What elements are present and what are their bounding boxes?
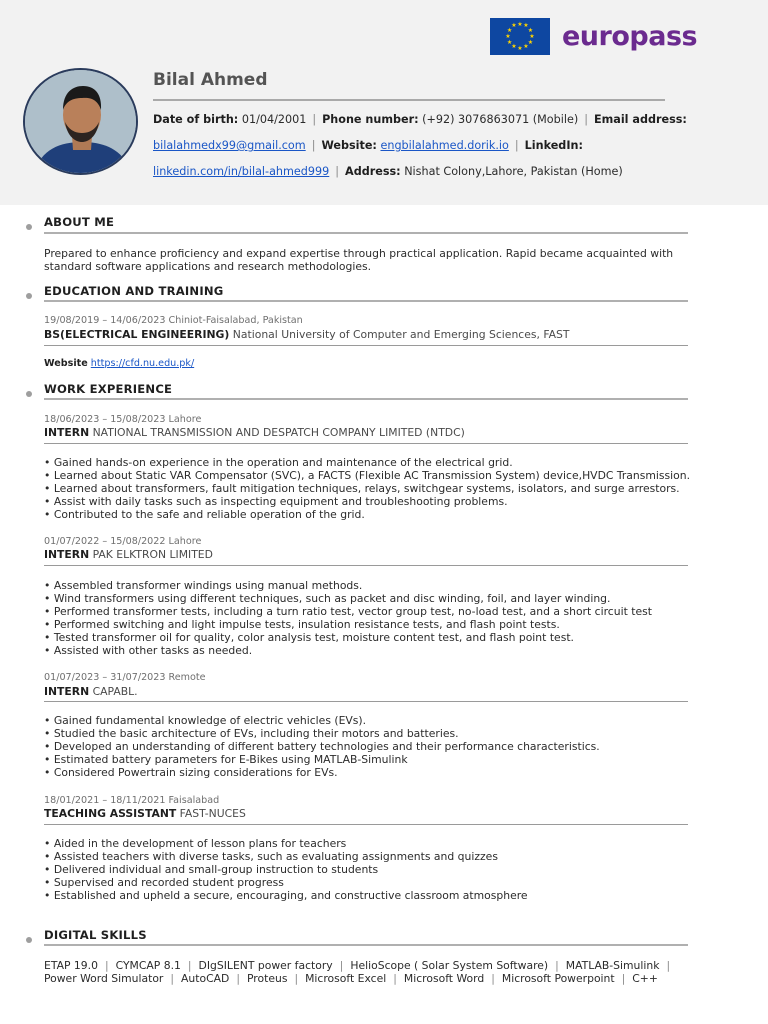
list-item: • Performed switching and light impulse tests, insulation resistance tests, and flash point tests. (44, 618, 652, 631)
eu-star-icon: ★ (517, 44, 523, 52)
list-item: • Tested transformer oil for quality, color analysis test, moisture content test, and flash point test. (44, 631, 652, 644)
education-title: EDUCATION AND TRAINING (44, 284, 224, 298)
eu-star-icon: ★ (529, 32, 535, 40)
job-org: PAK ELKTRON LIMITED (92, 548, 213, 561)
email-label: Email address: (593, 113, 687, 126)
dob-label: Date of birth: (153, 113, 239, 126)
job-divider (44, 701, 688, 702)
website-label: Website: (321, 139, 377, 152)
about-text: Prepared to enhance proficiency and expand expertise through practical application. Rapid became acquainted with standard software applications and research methodologies. (44, 247, 674, 273)
list-item: • Supervised and recorded student progress (44, 876, 528, 889)
list-item: • Assembled transformer windings using manual methods. (44, 579, 652, 592)
skill-item: HelioScope ( Solar System Software) (350, 959, 549, 972)
linkedin-link[interactable]: linkedin.com/in/bilal-ahmed999 (153, 165, 330, 178)
education-degree (44, 328, 569, 341)
section-bullet-icon (26, 391, 32, 397)
section-bullet-icon (26, 224, 32, 230)
eu-star-icon: ★ (505, 32, 511, 40)
job-bullets (44, 714, 600, 779)
europass-logo (490, 18, 697, 55)
address-label: Address: (345, 165, 401, 178)
eu-star-icon: ★ (511, 22, 517, 30)
list-item: • Assisted with other tasks as needed. (44, 644, 652, 657)
skill-item: Microsoft Excel (305, 972, 387, 985)
skills-title: DIGITAL SKILLS (44, 928, 147, 942)
list-item: • Delivered individual and small-group instruction to students (44, 863, 528, 876)
job-role (44, 426, 465, 439)
avatar-illustration (25, 70, 138, 175)
profile-photo (23, 68, 138, 175)
job-org: NATIONAL TRANSMISSION AND DESPATCH COMPANY LIMITED (NTDC) (92, 426, 465, 439)
job-bullets (44, 579, 652, 658)
job-org: FAST-NUCES (179, 807, 246, 820)
education-website-label: Website (44, 358, 88, 369)
skills-line-1: ETAP 19.0 | CYMCAP 8.1 | DIgSILENT power factory | HelioScope ( Solar System Software) | MATLAB-Simulink | (44, 959, 671, 972)
skill-item: ETAP 19.0 (44, 959, 98, 972)
education-meta: 19/08/2019 – 14/06/2023 Chiniot-Faisalabad, Pakistan (44, 315, 303, 326)
eu-star-icon: ★ (523, 22, 529, 30)
job-divider (44, 824, 688, 825)
institution-name: National University of Computer and Emerging Sciences, FAST (232, 328, 570, 341)
skill-item: MATLAB-Simulink (565, 959, 660, 972)
section-bullet-icon (26, 937, 32, 943)
job-divider (44, 443, 688, 444)
job-bullets (44, 456, 690, 521)
eu-star-icon: ★ (523, 42, 529, 50)
candidate-name: Bilal Ahmed (153, 70, 268, 90)
list-item: • Wind transformers using different techniques, such as packet and disc winding, foil, and layer winding. (44, 592, 652, 605)
email-link[interactable]: bilalahmedx99@gmail.com (153, 139, 306, 152)
job-title: INTERN (44, 548, 90, 561)
list-item: • Developed an understanding of different battery technologies and their performance characteristics. (44, 740, 600, 753)
eu-flag-icon (490, 18, 550, 55)
education-website-link[interactable]: https://cfd.nu.edu.pk/ (90, 358, 195, 369)
job-meta: 01/07/2023 – 31/07/2023 Remote (44, 672, 206, 683)
europass-wordmark: europass (562, 21, 698, 52)
job-org: CAPABL. (92, 685, 138, 698)
job-title: TEACHING ASSISTANT (44, 807, 177, 820)
eu-star-icon: ★ (517, 20, 523, 28)
work-title: WORK EXPERIENCE (44, 382, 173, 396)
skills-line-2: Power Word Simulator | AutoCAD | Proteus | Microsoft Excel | Microsoft Word | Microsoft Powerpoint | C++ (44, 972, 658, 985)
skill-item: C++ (632, 972, 658, 985)
skill-item: Microsoft Powerpoint (501, 972, 615, 985)
contact-line-1: Date of birth: 01/04/2001 | Phone number: (+92) 3076863071 (Mobile) | Email address: (153, 113, 687, 126)
eu-star-icon: ★ (527, 38, 534, 46)
education-divider (44, 300, 688, 302)
contact-line-2: bilalahmedx99@gmail.com | Website: engbilalahmed.dorik.io | LinkedIn: (153, 139, 583, 152)
skill-item: CYMCAP 8.1 (115, 959, 181, 972)
education-subdivider (44, 345, 688, 346)
job-role (44, 807, 246, 820)
list-item: • Learned about Static VAR Compensator (SVC), a FACTS (Flexible AC Transmission System) device,HVDC Transmission. (44, 469, 690, 482)
list-item: • Estimated battery parameters for E-Bikes using MATLAB-Simulink (44, 753, 600, 766)
list-item: • Considered Powertrain sizing considerations for EVs. (44, 766, 600, 779)
job-role (44, 685, 138, 698)
list-item: • Performed transformer tests, including a turn ratio test, vector group test, no-load test, and a short circuit test (44, 605, 652, 618)
eu-star-icon: ★ (511, 42, 517, 50)
job-title: INTERN (44, 685, 90, 698)
phone-value: (+92) 3076863071 (Mobile) (422, 113, 579, 126)
address-value: Nishat Colony,Lahore, Pakistan (Home) (404, 165, 623, 178)
eu-star-icon: ★ (527, 26, 534, 34)
contact-line-3: linkedin.com/in/bilal-ahmed999 | Address: Nishat Colony,Lahore, Pakistan (Home) (153, 165, 623, 178)
list-item: • Learned about transformers, fault mitigation techniques, relays, switchgear systems, isolators, and surge arrestors. (44, 482, 690, 495)
dob-value: 01/04/2001 (241, 113, 307, 126)
job-role (44, 548, 213, 561)
phone-label: Phone number: (322, 113, 419, 126)
skills-divider (44, 944, 688, 946)
name-divider (153, 99, 665, 101)
list-item: • Established and upheld a secure, encouraging, and constructive classroom atmosphere (44, 889, 528, 902)
job-meta: 18/06/2023 – 15/08/2023 Lahore (44, 414, 202, 425)
about-divider (44, 232, 688, 234)
job-meta: 01/07/2022 – 15/08/2022 Lahore (44, 536, 202, 547)
website-link[interactable]: engbilalahmed.dorik.io (380, 139, 509, 152)
job-title: INTERN (44, 426, 90, 439)
skill-item: Power Word Simulator (44, 972, 164, 985)
list-item: • Assisted teachers with diverse tasks, such as evaluating assignments and quizzes (44, 850, 528, 863)
section-bullet-icon (26, 293, 32, 299)
skill-item: Microsoft Word (403, 972, 485, 985)
list-item: • Studied the basic architecture of EVs, including their motors and batteries. (44, 727, 600, 740)
about-title: ABOUT ME (44, 215, 115, 229)
degree-title: BS(ELECTRICAL ENGINEERING) (44, 328, 230, 341)
skill-item: DIgSILENT power factory (198, 959, 333, 972)
list-item: • Gained hands-on experience in the operation and maintenance of the electrical grid. (44, 456, 690, 469)
skill-item: AutoCAD (181, 972, 230, 985)
job-meta: 18/01/2021 – 18/11/2021 Faisalabad (44, 795, 220, 806)
job-divider (44, 565, 688, 566)
work-divider (44, 398, 688, 400)
linkedin-label: LinkedIn: (524, 139, 583, 152)
education-website (44, 358, 194, 369)
skill-item: Proteus (246, 972, 288, 985)
list-item: • Aided in the development of lesson plans for teachers (44, 837, 528, 850)
job-bullets (44, 837, 528, 902)
list-item: • Gained fundamental knowledge of electric vehicles (EVs). (44, 714, 600, 727)
eu-star-icon: ★ (506, 38, 513, 46)
list-item: • Contributed to the safe and reliable operation of the grid. (44, 508, 690, 521)
list-item: • Assist with daily tasks such as inspecting equipment and troubleshooting problems. (44, 495, 690, 508)
eu-star-icon: ★ (506, 26, 513, 34)
